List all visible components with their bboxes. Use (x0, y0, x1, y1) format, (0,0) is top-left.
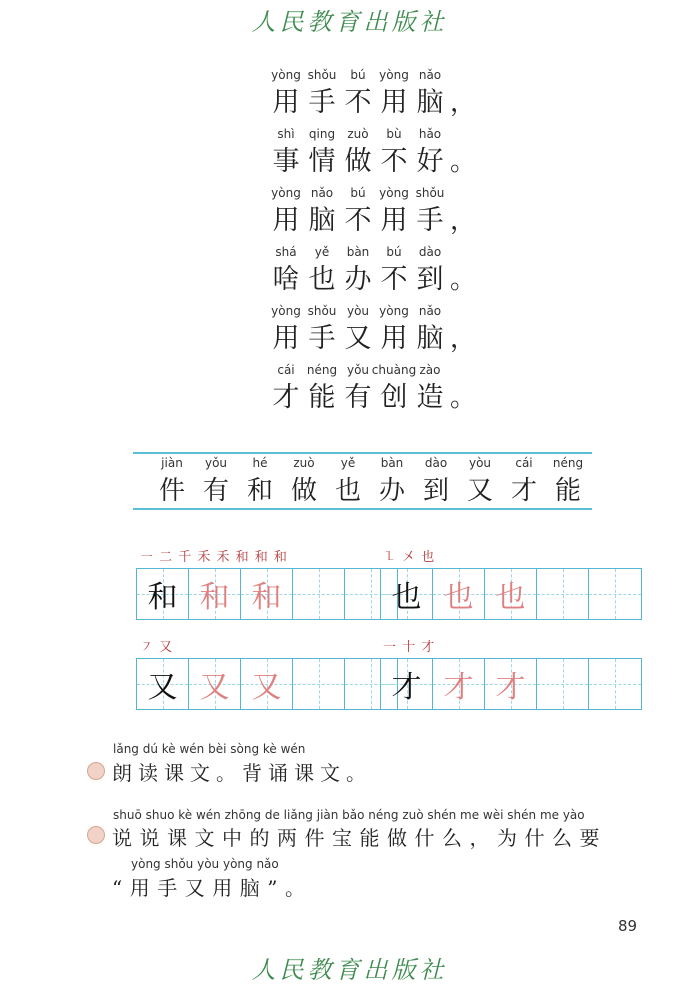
pinyin: bú (350, 68, 366, 82)
hanzi: 不 (344, 205, 372, 236)
trace-char: 也 (443, 580, 474, 615)
pinyin: yòng (379, 186, 409, 200)
trace-char: 和 (199, 580, 230, 615)
recognition-char: 有 (202, 476, 229, 506)
punctuation: 。 (450, 383, 477, 413)
hanzi: 才 (272, 382, 300, 413)
recognition-char: 件 (158, 476, 185, 506)
practice-cell[interactable] (293, 569, 345, 619)
trace-char-cell (485, 569, 537, 619)
stroke-order-ye: ㇅ 㐅 也 (383, 550, 436, 565)
pinyin: bàn (346, 245, 370, 259)
pinyin: yǒu (346, 363, 370, 377)
model-char: 也 (391, 580, 422, 615)
pinyin: néng (306, 363, 338, 377)
pinyin: bú (350, 186, 366, 200)
punctuation: 。 (450, 265, 477, 295)
recognition-pinyin: yě (340, 456, 356, 470)
pinyin: shǒu (415, 186, 445, 200)
model-char-cell (381, 569, 433, 619)
recognition-pinyin: jiàn (161, 456, 183, 470)
hanzi: 手 (416, 205, 444, 236)
hanzi: 不 (380, 146, 408, 177)
hanzi: 脑 (416, 87, 444, 118)
task-2-pinyin: shuō shuo kè wén zhōng de liǎng jiàn bǎo néng zuò shén me wèi shén me yào (113, 808, 585, 822)
recognition-char: 和 (246, 476, 273, 506)
band-top-line (133, 452, 592, 454)
trace-char: 才 (443, 670, 474, 705)
recognition-char: 也 (334, 476, 361, 506)
pinyin: hǎo (418, 127, 442, 141)
recognition-char: 又 (466, 476, 493, 506)
recognition-pinyin: yǒu (204, 456, 228, 470)
pinyin: dào (418, 245, 442, 259)
hanzi: 用 (380, 323, 408, 354)
pinyin: yòng (271, 68, 301, 82)
recognition-char: 办 (378, 476, 405, 506)
trace-char-cell (485, 659, 537, 709)
practice-cell[interactable] (589, 569, 641, 619)
trace-char: 才 (495, 670, 526, 705)
recognition-char: 做 (290, 476, 317, 506)
practice-cell[interactable] (293, 659, 345, 709)
recognition-char: 到 (422, 476, 449, 506)
recognition-pinyin: bàn (380, 456, 404, 470)
writing-grid-you (136, 658, 398, 710)
trace-char: 又 (199, 670, 230, 705)
recognition-pinyin: yòu (468, 456, 492, 470)
trace-char-cell (241, 569, 293, 619)
pinyin: shá (275, 245, 297, 259)
publisher-header: 人民教育出版社 (251, 8, 448, 36)
hanzi: 有 (344, 382, 372, 413)
hanzi: 做 (344, 146, 372, 177)
recognition-pinyin: néng (552, 456, 584, 470)
hanzi: 也 (308, 264, 336, 295)
pinyin: yòng (271, 304, 301, 318)
stroke-order-you: ㇇ 又 (140, 640, 174, 655)
hanzi: 啥 (272, 264, 300, 295)
stroke-order-he: ㇐ 二 千 禾 禾 和 和 和 (140, 550, 288, 565)
trace-char: 又 (251, 670, 282, 705)
recognition-pinyin: zuò (293, 456, 315, 470)
pinyin: nǎo (418, 68, 442, 82)
hanzi: 造 (416, 382, 444, 413)
pinyin: nǎo (418, 304, 442, 318)
pinyin: shǒu (307, 68, 337, 82)
pinyin: yòng (271, 186, 301, 200)
pinyin: cái (277, 363, 295, 377)
model-char: 才 (391, 670, 422, 705)
hanzi: 手 (308, 87, 336, 118)
practice-cell[interactable] (589, 659, 641, 709)
recognition-pinyin: dào (424, 456, 448, 470)
pinyin: chuàng (371, 363, 417, 377)
trace-char-cell (189, 659, 241, 709)
model-char-cell (137, 659, 189, 709)
pinyin: yòu (346, 304, 370, 318)
task-bullet-icon (87, 826, 105, 844)
pinyin: zào (419, 363, 441, 377)
band-bottom-line (133, 508, 592, 510)
trace-char-cell (433, 569, 485, 619)
hanzi: 手 (308, 323, 336, 354)
pinyin: yòng (379, 304, 409, 318)
task-2-text-line2: “用手又用脑”。 (112, 876, 313, 900)
task-2-text: 说说课文中的两件宝能做什么，为什么要 (112, 826, 607, 850)
hanzi: 情 (308, 146, 336, 177)
trace-char-cell (189, 569, 241, 619)
hanzi: 能 (308, 382, 336, 413)
hanzi: 用 (380, 87, 408, 118)
hanzi: 事 (272, 146, 300, 177)
hanzi: 用 (272, 323, 300, 354)
hanzi: 到 (416, 264, 444, 295)
model-char: 又 (147, 670, 178, 705)
trace-char-cell (241, 659, 293, 709)
pinyin: qing (308, 127, 336, 141)
recognition-pinyin: cái (515, 456, 533, 470)
pinyin: shǒu (307, 304, 337, 318)
punctuation: ， (450, 206, 477, 236)
hanzi: 又 (344, 323, 372, 354)
task-1-text: 朗读课文。背诵课文。 (112, 761, 372, 785)
trace-char: 和 (251, 580, 282, 615)
hanzi: 用 (272, 205, 300, 236)
recognition-char: 才 (510, 476, 537, 506)
pinyin: bú (386, 245, 402, 259)
writing-grid-cai (380, 658, 642, 710)
punctuation: ， (450, 324, 477, 354)
task-2-pinyin-line2: yòng shǒu yòu yòng nǎo (131, 857, 279, 871)
hanzi: 用 (380, 205, 408, 236)
hanzi: 脑 (308, 205, 336, 236)
pinyin: yòng (379, 68, 409, 82)
stroke-order-cai: 一 十 才 (383, 640, 436, 655)
pinyin: shì (277, 127, 295, 141)
writing-grid-ye (380, 568, 642, 620)
task-bullet-icon (87, 762, 105, 780)
punctuation: 。 (450, 147, 477, 177)
model-char: 和 (147, 580, 178, 615)
hanzi: 好 (416, 146, 444, 177)
model-char-cell (381, 659, 433, 709)
hanzi: 不 (380, 264, 408, 295)
writing-grid-he (136, 568, 398, 620)
pinyin: bù (386, 127, 402, 141)
punctuation: ， (450, 88, 477, 118)
task-1-pinyin: lǎng dú kè wén bèi sòng kè wén (113, 742, 306, 756)
recognition-band (150, 456, 584, 506)
recognition-char: 能 (554, 476, 581, 506)
page-number: 89 (618, 917, 638, 935)
hanzi: 不 (344, 87, 372, 118)
pinyin: yě (314, 245, 330, 259)
publisher-footer: 人民教育出版社 (251, 956, 448, 984)
trace-char-cell (433, 659, 485, 709)
practice-cell[interactable] (537, 659, 589, 709)
pinyin: zuò (347, 127, 369, 141)
hanzi: 用 (272, 87, 300, 118)
hanzi: 办 (344, 264, 372, 295)
hanzi: 创 (380, 382, 408, 413)
recognition-pinyin: hé (252, 456, 268, 470)
practice-cell[interactable] (537, 569, 589, 619)
pinyin: nǎo (310, 186, 334, 200)
model-char-cell (137, 569, 189, 619)
trace-char: 也 (495, 580, 526, 615)
hanzi: 脑 (416, 323, 444, 354)
